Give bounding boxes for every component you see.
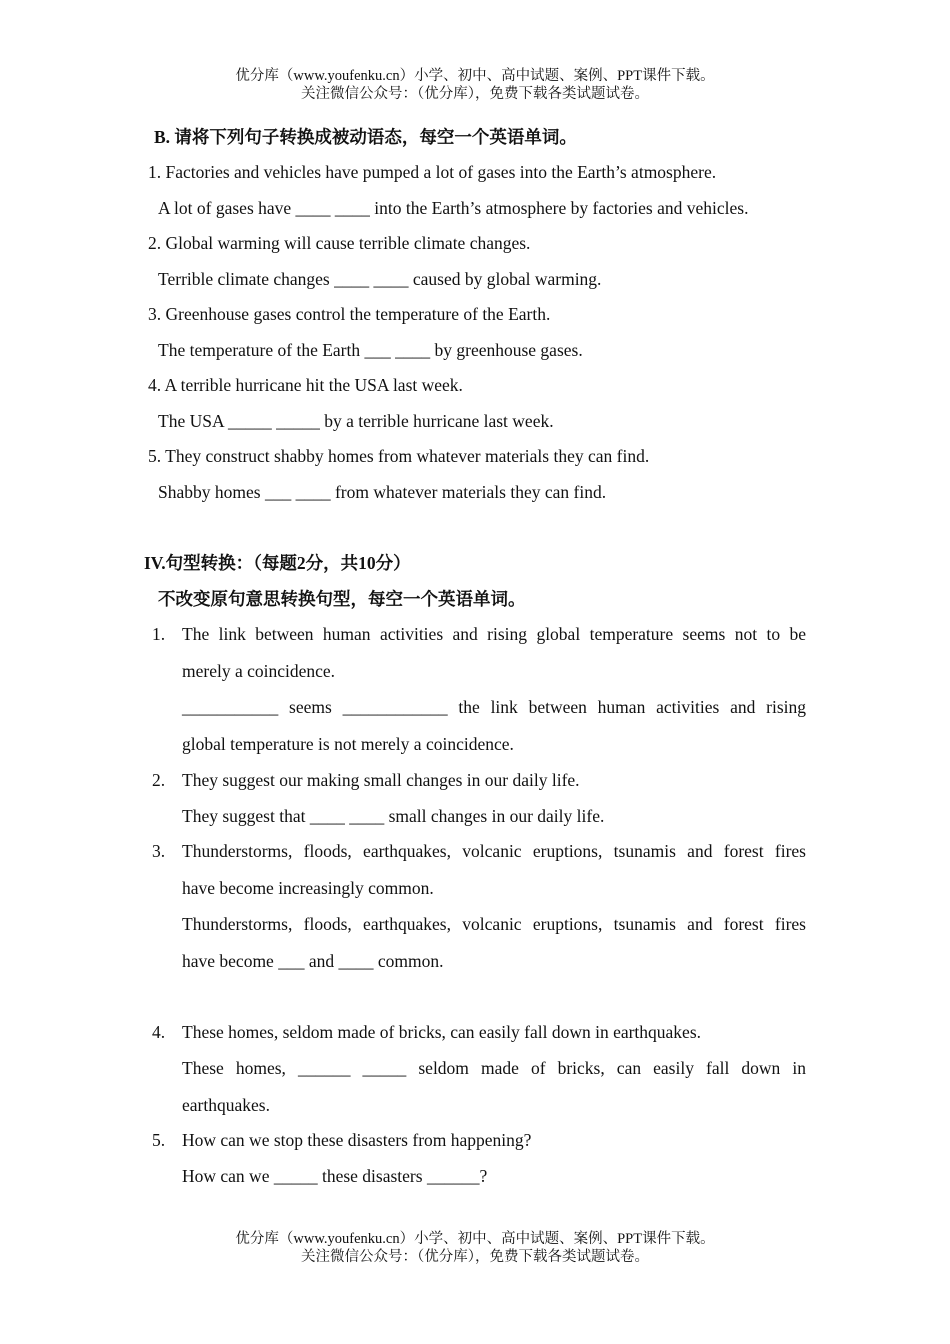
- header-line-2: 关注微信公众号：（优分库），免费下载各类试题试卷。: [301, 86, 649, 102]
- b-item-1-answer: A lot of gases have ____ ____ into the Earth’s atmosphere by factories and vehicles.: [158, 198, 749, 218]
- iv-item-2-answer: They suggest that ____ ____ small changes in our daily life.: [182, 806, 605, 826]
- iv-item-4-answer-line-1: These homes, ______ _____ seldom made of bricks, can easily fall down in: [182, 1058, 806, 1078]
- b-item-4-answer: The USA _____ _____ by a terrible hurricane last week.: [158, 411, 554, 431]
- iv-item-1-question-line-1: The link between human activities and rising global temperature seems not to be: [182, 624, 806, 644]
- iv-item-3-answer-line-1: Thunderstorms, floods, earthquakes, volcanic eruptions, tsunamis and forest fires: [182, 914, 806, 934]
- b-item-2-question: 2. Global warming will cause terrible climate changes.: [148, 233, 531, 253]
- b-item-5-answer: Shabby homes ___ ____ from whatever materials they can find.: [158, 482, 607, 502]
- section-b-title: B. 请将下列句子转换成被动语态，每空一个英语单词。: [154, 127, 577, 147]
- iv-item-2-question: They suggest our making small changes in our daily life.: [182, 770, 580, 790]
- iv-item-1-answer-line-2: global temperature is not merely a coincidence.: [182, 734, 514, 754]
- iv-item-1-answer-line-1: ___________ seems ____________ the link between human activities and rising: [182, 697, 806, 717]
- iv-item-3-answer-line-2: have become ___ and ____ common.: [182, 951, 444, 971]
- header-line-1: 优分库（www.youfenku.cn）小学、初中、高中试题、案例、PPT课件下载。: [235, 68, 715, 84]
- iv-item-5-number: 5.: [152, 1130, 166, 1150]
- iv-item-4-number: 4.: [152, 1022, 166, 1042]
- iv-item-4-answer-line-2: earthquakes.: [182, 1095, 270, 1115]
- b-item-1-question: 1. Factories and vehicles have pumped a lot of gases into the Earth’s atmosphere.: [148, 162, 717, 182]
- b-item-4-question: 4. A terrible hurricane hit the USA last week.: [148, 375, 463, 395]
- iv-item-3-number: 3.: [152, 841, 166, 861]
- iv-item-4-question: These homes, seldom made of bricks, can easily fall down in earthquakes.: [182, 1022, 702, 1042]
- b-item-5-question: 5. They construct shabby homes from whatever materials they can find.: [148, 446, 650, 466]
- iv-item-1-number: 1.: [152, 624, 166, 644]
- iv-item-2-number: 2.: [152, 770, 166, 790]
- iv-item-5-question: How can we stop these disasters from happening?: [182, 1130, 532, 1150]
- iv-item-3-question-line-2: have become increasingly common.: [182, 878, 434, 898]
- iv-item-5-answer: How can we _____ these disasters ______?: [182, 1166, 488, 1186]
- section-iv-title: IV.句型转换：（每题2分，共10分）: [144, 553, 411, 573]
- b-item-3-question: 3. Greenhouse gases control the temperature of the Earth.: [148, 304, 551, 324]
- b-item-3-answer: The temperature of the Earth ___ ____ by greenhouse gases.: [158, 340, 583, 360]
- iv-item-3-question-line-1: Thunderstorms, floods, earthquakes, volcanic eruptions, tsunamis and forest fires: [182, 841, 806, 861]
- footer-line-2: 关注微信公众号：（优分库），免费下载各类试题试卷。: [301, 1249, 649, 1265]
- footer-line-1: 优分库（www.youfenku.cn）小学、初中、高中试题、案例、PPT课件下载。: [235, 1231, 715, 1247]
- b-item-2-answer: Terrible climate changes ____ ____ caused by global warming.: [158, 269, 602, 289]
- section-iv-instruction: 不改变原句意思转换句型，每空一个英语单词。: [158, 589, 526, 609]
- iv-item-1-question-line-2: merely a coincidence.: [182, 661, 336, 681]
